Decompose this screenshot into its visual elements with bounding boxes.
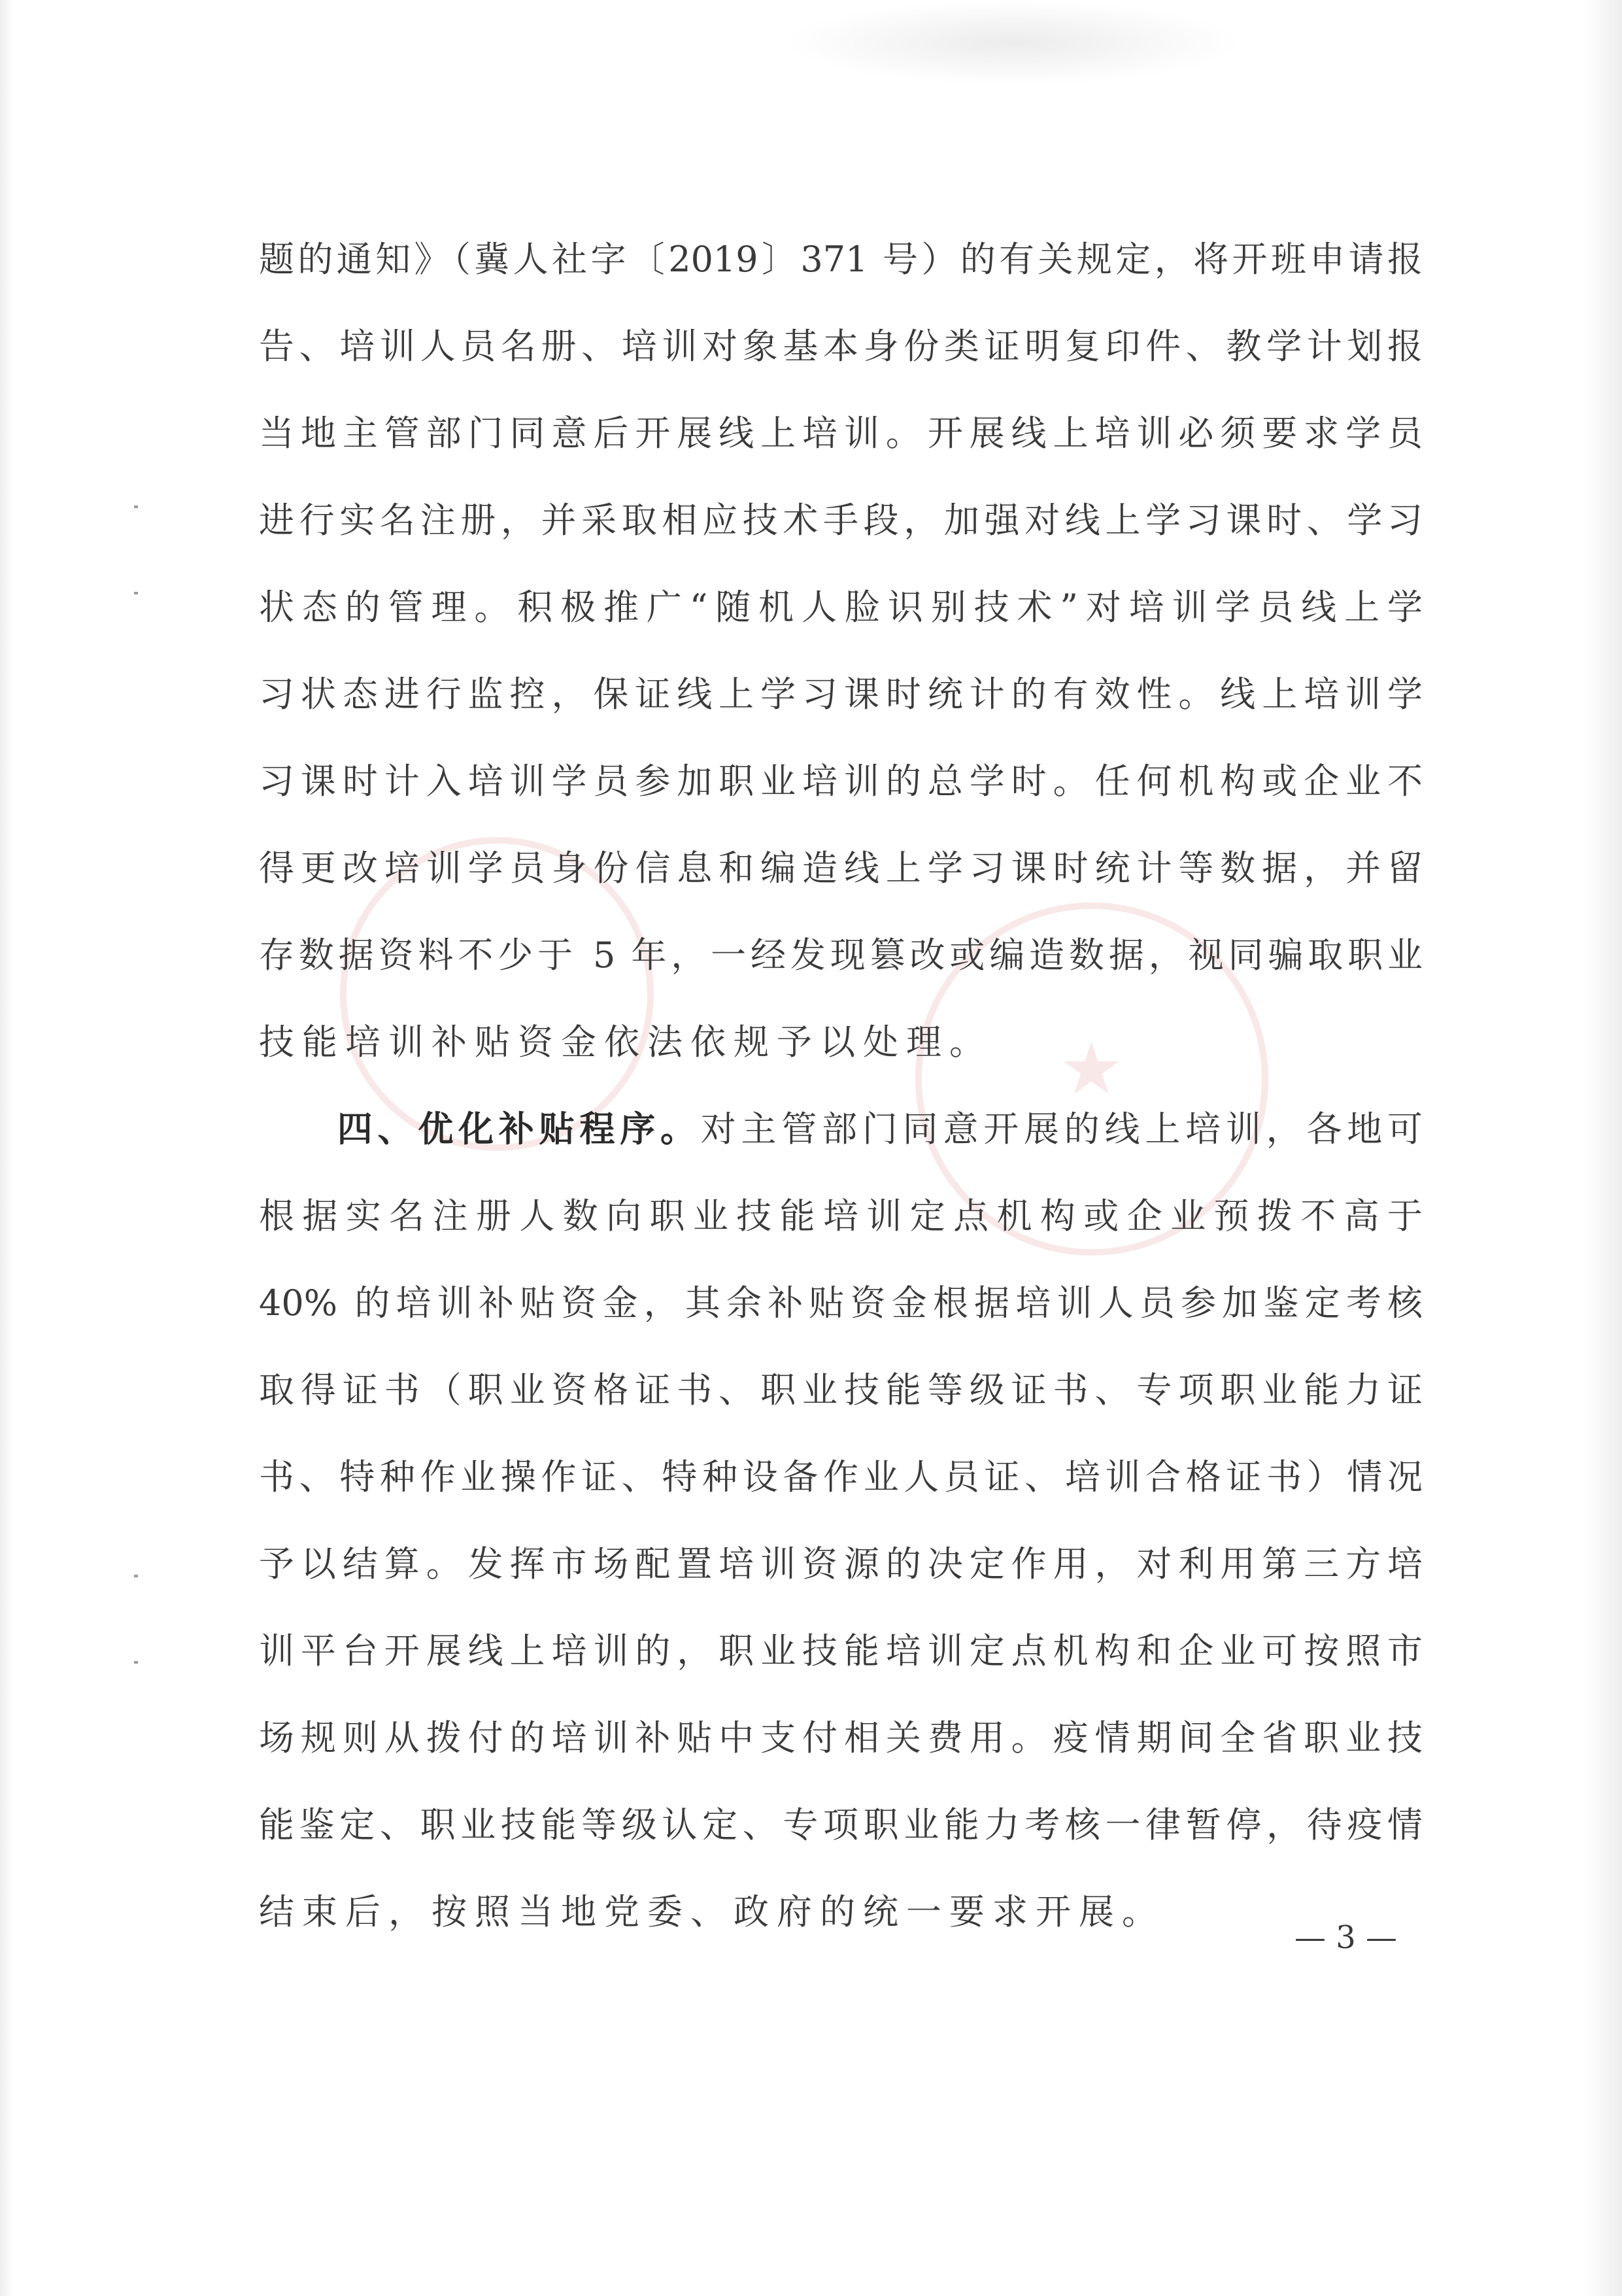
paragraph-2-first-line — [259, 1086, 1423, 1173]
paragraph-2-first-line-text: 对主管部门同意开展的线上培训，各地可 — [700, 1108, 1423, 1150]
paragraph-2-line-7: 训平台开展线上培训的，职业技能培训定点机构和企业可按照市 — [259, 1630, 1423, 1671]
paragraph-1-line-6: 习状态进行监控，保证线上学习课时统计的有效性。线上培训学 — [259, 674, 1423, 715]
paragraph-1-line-1: 题的通知》（冀人社字〔2019〕371 号）的有关规定，将开班申请报 — [259, 239, 1423, 280]
paragraph-1-line-3: 当地主管部门同意后开展线上培训。开展线上培训必须要求学员 — [259, 413, 1423, 454]
binding-mark — [134, 505, 138, 508]
paragraph-1-line-8: 得更改培训学员身份信息和编造线上学习课时统计等数据，并留 — [259, 848, 1423, 889]
binding-mark — [134, 1575, 138, 1577]
paragraph-2-line-5: 书、特种作业操作证、特种设备作业人员证、培训合格证书）情况 — [259, 1456, 1423, 1498]
binding-mark — [134, 592, 138, 594]
paragraph-1-line-5: 状态的管理。积极推广“随机人脸识别技术”对培训学员线上学 — [259, 587, 1423, 628]
scan-edge-left — [0, 0, 13, 2296]
paragraph-1-line-9: 存数据资料不少于 5 年，一经发现篡改或编造数据，视同骗取职业 — [259, 934, 1423, 976]
scan-edge-right — [1583, 0, 1622, 2296]
paragraph-1-line-7: 习课时计入培训学员参加职业培训的总学时。任何机构或企业不 — [259, 761, 1423, 802]
seal-star-icon: ★ — [1059, 1027, 1124, 1110]
paragraph-1-line-2: 告、培训人员名册、培训对象基本身份类证明复印件、教学计划报 — [259, 326, 1423, 367]
paragraph-1-line-10: 技能培训补贴资金依法依规予以处理。 — [259, 1021, 992, 1063]
paragraph-2-line-10: 结束后，按照当地党委、政府的统一要求开展。 — [259, 1891, 1165, 1932]
paragraph-2-line-6: 予以结算。发挥市场配置培训资源的决定作用，对利用第三方培 — [259, 1543, 1423, 1585]
scan-shadow — [785, 0, 1242, 85]
page-number: — 3 — — [1294, 1919, 1398, 1956]
paragraph-1-line-4: 进行实名注册，并采取相应技术手段，加强对线上学习课时、学习 — [259, 500, 1423, 541]
paragraph-2-line-8: 场规则从拨付的培训补贴中支付相关费用。疫情期间全省职业技 — [259, 1717, 1423, 1758]
paragraph-2-line-2: 根据实名注册人数向职业技能培训定点机构或企业预拨不高于 — [259, 1195, 1423, 1237]
document-body — [259, 216, 1423, 1955]
paragraph-2-line-4: 取得证书（职业资格证书、职业技能等级证书、专项职业能力证 — [259, 1369, 1423, 1411]
paragraph-2-line-9: 能鉴定、职业技能等级认定、专项职业能力考核一律暂停，待疫情 — [259, 1804, 1423, 1845]
paragraph-2-line-3: 40% 的培训补贴资金，其余补贴资金根据培训人员参加鉴定考核 — [259, 1282, 1423, 1324]
binding-mark — [134, 1661, 138, 1664]
section-heading: 四、优化补贴程序。 — [332, 1108, 701, 1150]
